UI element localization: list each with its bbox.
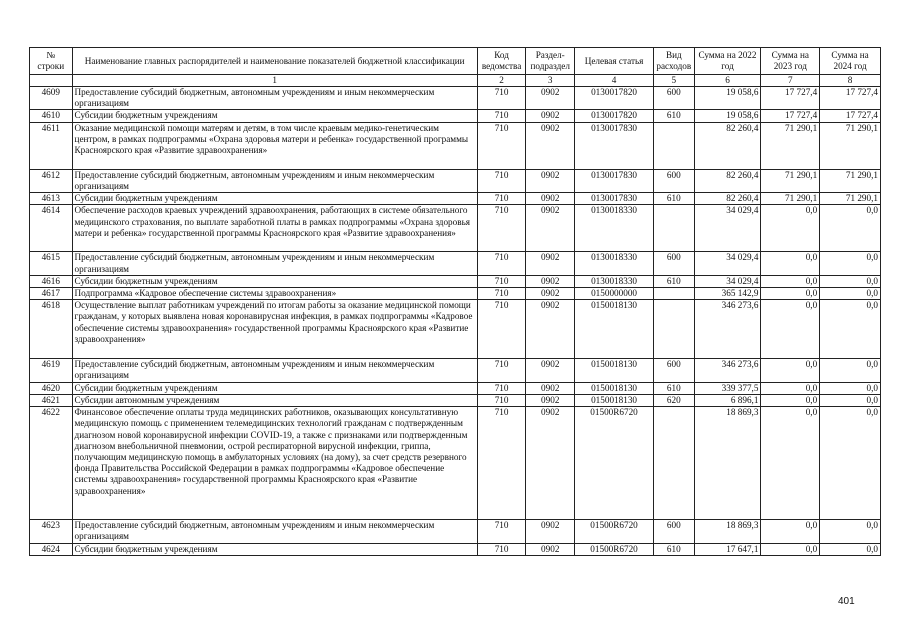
row-sum-2024: 71 290,1 <box>820 169 881 192</box>
col-number: 2 <box>477 75 526 87</box>
row-sum-2023: 0,0 <box>761 543 820 555</box>
table-row <box>30 122 881 169</box>
row-sum-2024: 0,0 <box>820 520 881 543</box>
table-row <box>30 520 881 543</box>
row-dept: 710 <box>477 205 526 252</box>
row-number: 4624 <box>30 543 73 555</box>
table-body <box>30 87 881 556</box>
table-row <box>30 407 881 520</box>
row-number: 4617 <box>30 287 73 299</box>
row-section: 0902 <box>526 287 575 299</box>
row-sum-2024: 0,0 <box>820 275 881 287</box>
table-row <box>30 359 881 382</box>
row-section: 0902 <box>526 252 575 275</box>
row-dept: 710 <box>477 287 526 299</box>
header-sum-2024: Сумма на 2024 год <box>820 48 881 75</box>
row-exp-type: 600 <box>654 87 695 110</box>
row-dept: 710 <box>477 359 526 382</box>
col-number: 8 <box>820 75 881 87</box>
row-sum-2022: 365 142,9 <box>694 287 761 299</box>
row-sum-2022: 6 896,1 <box>694 394 761 406</box>
table-row <box>30 87 881 110</box>
row-dept: 710 <box>477 300 526 359</box>
row-sum-2024: 0,0 <box>820 205 881 252</box>
row-dept: 710 <box>477 275 526 287</box>
row-sum-2023: 71 290,1 <box>761 169 820 192</box>
row-number: 4619 <box>30 359 73 382</box>
row-sum-2022: 339 377,5 <box>694 382 761 394</box>
row-name: Субсидии автономным учреждениям <box>72 394 477 406</box>
row-target: 0130018330 <box>575 252 654 275</box>
row-dept: 710 <box>477 122 526 169</box>
row-sum-2023: 17 727,4 <box>761 110 820 122</box>
row-section: 0902 <box>526 543 575 555</box>
header-sum-2022: Сумма на 2022 год <box>694 48 761 75</box>
row-target: 01500R6720 <box>575 520 654 543</box>
row-sum-2023: 0,0 <box>761 287 820 299</box>
row-number: 4610 <box>30 110 73 122</box>
row-sum-2022: 34 029,4 <box>694 252 761 275</box>
row-dept: 710 <box>477 110 526 122</box>
row-name: Субсидии бюджетным учреждениям <box>72 110 477 122</box>
row-target: 0150018130 <box>575 300 654 359</box>
row-section: 0902 <box>526 382 575 394</box>
header-sum-2023: Сумма на 2023 год <box>761 48 820 75</box>
row-number: 4609 <box>30 87 73 110</box>
row-number: 4614 <box>30 205 73 252</box>
header-target: Целевая статья <box>575 48 654 75</box>
row-name: Финансовое обеспечение оплаты труда медицинских работников, оказывающих консультативную медицинскую помощь с применением телемедицинских технологий гражданам с подтвержденным диагнозом новой коронавирусной инфекции COVID-19, а также с признаками или подтвержденным диагнозом внебольничной пневмонии, острой респираторной вирусной инфекции, гриппа, получающим медицинскую помощь в амбулаторных условиях (на дому), за счет средств резервного фонда Правительства Российской Федерации в рамках подпрограммы «Кадровое обеспечение системы здравоохранения» государственной программы Красноярского края «Развитие здравоохранения» <box>72 407 477 520</box>
row-sum-2024: 17 727,4 <box>820 87 881 110</box>
row-number: 4611 <box>30 122 73 169</box>
row-number: 4613 <box>30 193 73 205</box>
row-sum-2024: 71 290,1 <box>820 122 881 169</box>
row-exp-type: 600 <box>654 520 695 543</box>
row-target: 0130017820 <box>575 110 654 122</box>
row-sum-2022: 18 869,3 <box>694 520 761 543</box>
row-sum-2022: 82 260,4 <box>694 122 761 169</box>
row-target: 0130018330 <box>575 205 654 252</box>
row-sum-2023: 71 290,1 <box>761 193 820 205</box>
row-sum-2022: 34 029,4 <box>694 275 761 287</box>
col-number: 7 <box>761 75 820 87</box>
row-sum-2023: 0,0 <box>761 300 820 359</box>
col-number: 1 <box>72 75 477 87</box>
row-section: 0902 <box>526 110 575 122</box>
row-dept: 710 <box>477 169 526 192</box>
row-sum-2023: 17 727,4 <box>761 87 820 110</box>
row-name: Субсидии бюджетным учреждениям <box>72 543 477 555</box>
row-target: 0150018130 <box>575 359 654 382</box>
row-dept: 710 <box>477 407 526 520</box>
row-number: 4623 <box>30 520 73 543</box>
row-number: 4620 <box>30 382 73 394</box>
table-row <box>30 382 881 394</box>
row-section: 0902 <box>526 407 575 520</box>
row-number: 4612 <box>30 169 73 192</box>
table-row <box>30 287 881 299</box>
row-exp-type: 600 <box>654 252 695 275</box>
table-row <box>30 394 881 406</box>
table-row <box>30 252 881 275</box>
row-target: 0130018330 <box>575 275 654 287</box>
table-row <box>30 543 881 555</box>
row-sum-2022: 18 869,3 <box>694 407 761 520</box>
row-sum-2022: 19 058,6 <box>694 87 761 110</box>
header-dept: Код ведомства <box>477 48 526 75</box>
page-number: 401 <box>838 596 855 607</box>
row-sum-2023: 0,0 <box>761 407 820 520</box>
row-number: 4615 <box>30 252 73 275</box>
col-number: 6 <box>694 75 761 87</box>
row-sum-2022: 346 273,6 <box>694 359 761 382</box>
row-sum-2023: 0,0 <box>761 520 820 543</box>
row-sum-2024: 0,0 <box>820 252 881 275</box>
row-number: 4616 <box>30 275 73 287</box>
row-sum-2024: 0,0 <box>820 394 881 406</box>
header-section: Раздел-подраздел <box>526 48 575 75</box>
col-number: 5 <box>654 75 695 87</box>
col-number <box>30 75 73 87</box>
row-exp-type <box>654 287 695 299</box>
row-sum-2022: 82 260,4 <box>694 193 761 205</box>
row-exp-type: 600 <box>654 359 695 382</box>
row-section: 0902 <box>526 169 575 192</box>
row-exp-type <box>654 300 695 359</box>
row-name: Предоставление субсидий бюджетным, автономным учреждениям и иным некоммерческим организациям <box>72 359 477 382</box>
row-section: 0902 <box>526 300 575 359</box>
row-sum-2023: 71 290,1 <box>761 122 820 169</box>
row-section: 0902 <box>526 193 575 205</box>
row-dept: 710 <box>477 87 526 110</box>
row-name: Предоставление субсидий бюджетным, автономным учреждениям и иным некоммерческим организациям <box>72 169 477 192</box>
row-exp-type <box>654 205 695 252</box>
row-number: 4618 <box>30 300 73 359</box>
row-sum-2022: 346 273,6 <box>694 300 761 359</box>
row-sum-2024: 17 727,4 <box>820 110 881 122</box>
row-exp-type: 610 <box>654 543 695 555</box>
row-sum-2023: 0,0 <box>761 382 820 394</box>
row-sum-2022: 34 029,4 <box>694 205 761 252</box>
row-exp-type: 600 <box>654 169 695 192</box>
budget-table <box>29 47 881 556</box>
row-sum-2023: 0,0 <box>761 359 820 382</box>
header-name: Наименование главных распорядителей и наименование показателей бюджетной классификации <box>72 48 477 75</box>
row-exp-type <box>654 122 695 169</box>
row-number: 4621 <box>30 394 73 406</box>
row-sum-2024: 0,0 <box>820 543 881 555</box>
table-row <box>30 193 881 205</box>
header-row <box>30 48 881 75</box>
row-target: 0130017830 <box>575 193 654 205</box>
row-dept: 710 <box>477 543 526 555</box>
row-exp-type: 610 <box>654 110 695 122</box>
row-section: 0902 <box>526 394 575 406</box>
row-name: Субсидии бюджетным учреждениям <box>72 193 477 205</box>
column-number-row <box>30 75 881 87</box>
row-sum-2024: 71 290,1 <box>820 193 881 205</box>
row-section: 0902 <box>526 205 575 252</box>
row-target: 0150000000 <box>575 287 654 299</box>
row-name: Подпрограмма «Кадровое обеспечение системы здравоохранения» <box>72 287 477 299</box>
row-dept: 710 <box>477 520 526 543</box>
table-row <box>30 169 881 192</box>
row-sum-2022: 19 058,6 <box>694 110 761 122</box>
row-target: 01500R6720 <box>575 543 654 555</box>
row-target: 0130017830 <box>575 122 654 169</box>
row-name: Предоставление субсидий бюджетным, автономным учреждениям и иным некоммерческим организациям <box>72 252 477 275</box>
header-exp-type: Вид расходов <box>654 48 695 75</box>
row-number: 4622 <box>30 407 73 520</box>
row-sum-2023: 0,0 <box>761 394 820 406</box>
row-exp-type: 620 <box>654 394 695 406</box>
row-target: 0130017820 <box>575 87 654 110</box>
row-exp-type: 610 <box>654 193 695 205</box>
table-row <box>30 110 881 122</box>
row-sum-2022: 17 647,1 <box>694 543 761 555</box>
row-section: 0902 <box>526 359 575 382</box>
row-target: 0150018130 <box>575 394 654 406</box>
row-dept: 710 <box>477 252 526 275</box>
row-target: 0130017830 <box>575 169 654 192</box>
table-row <box>30 275 881 287</box>
row-exp-type <box>654 407 695 520</box>
row-section: 0902 <box>526 275 575 287</box>
row-name: Предоставление субсидий бюджетным, автономным учреждениям и иным некоммерческим организациям <box>72 87 477 110</box>
row-name: Субсидии бюджетным учреждениям <box>72 275 477 287</box>
row-section: 0902 <box>526 520 575 543</box>
col-number: 4 <box>575 75 654 87</box>
row-dept: 710 <box>477 193 526 205</box>
row-target: 0150018130 <box>575 382 654 394</box>
row-sum-2023: 0,0 <box>761 205 820 252</box>
row-name: Обеспечение расходов краевых учреждений здравоохранения, работающих в системе обязательного медицинского страхования, по выплате заработной платы в рамках подпрограммы «Охрана здоровья матери и ребенка» государственной программы Красноярского края «Развитие здравоохранения» <box>72 205 477 252</box>
row-sum-2024: 0,0 <box>820 287 881 299</box>
row-sum-2024: 0,0 <box>820 300 881 359</box>
row-section: 0902 <box>526 87 575 110</box>
row-sum-2022: 82 260,4 <box>694 169 761 192</box>
row-sum-2023: 0,0 <box>761 252 820 275</box>
row-dept: 710 <box>477 382 526 394</box>
row-sum-2024: 0,0 <box>820 407 881 520</box>
row-dept: 710 <box>477 394 526 406</box>
row-name: Осуществление выплат работникам учреждений по итогам работы за оказание медицинской помощи гражданам, у которых выявлена новая коронавирусная инфекция, в рамках подпрограммы «Кадровое обеспечение системы здравоохранения» государственной программы Красноярского края «Развитие здравоохранения» <box>72 300 477 359</box>
header-row-no: № строки <box>30 48 73 75</box>
row-exp-type: 610 <box>654 275 695 287</box>
row-sum-2024: 0,0 <box>820 382 881 394</box>
row-name: Оказание медицинской помощи матерям и детям, в том числе краевым медико-генетическим центром, в рамках подпрограммы «Охрана здоровья матери и ребенка» государственной программы Красноярского края «Развитие здравоохранения» <box>72 122 477 169</box>
row-name: Субсидии бюджетным учреждениям <box>72 382 477 394</box>
row-sum-2024: 0,0 <box>820 359 881 382</box>
col-number: 3 <box>526 75 575 87</box>
table-row <box>30 300 881 359</box>
row-exp-type: 610 <box>654 382 695 394</box>
row-section: 0902 <box>526 122 575 169</box>
table-row <box>30 205 881 252</box>
row-sum-2023: 0,0 <box>761 275 820 287</box>
row-target: 01500R6720 <box>575 407 654 520</box>
row-name: Предоставление субсидий бюджетным, автономным учреждениям и иным некоммерческим организациям <box>72 520 477 543</box>
